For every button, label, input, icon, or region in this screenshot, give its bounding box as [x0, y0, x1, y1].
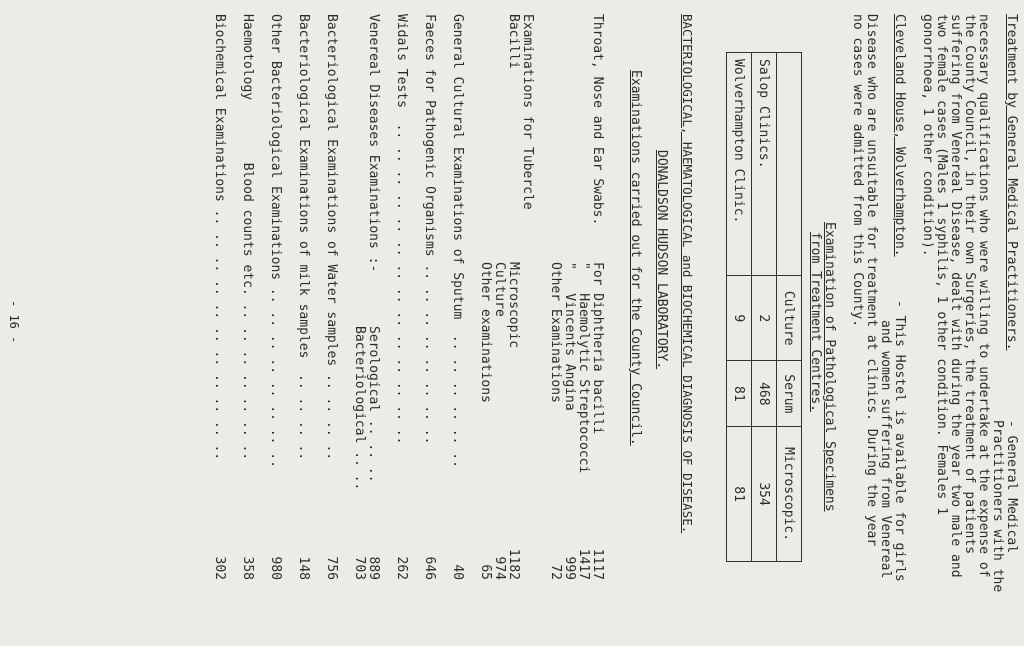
vd-item-label: Serological .. .. ..: [366, 326, 381, 483]
culture-count: 9: [727, 276, 752, 361]
tb-item-label: Culture: [492, 262, 507, 317]
intro-line: suffering from Venereal Disease, dealt with during the year two male and: [948, 14, 963, 578]
tubercle-label-2: Bacilli: [506, 14, 521, 69]
microscopic-count: 354: [752, 427, 777, 562]
exam-row-label: General Cultural Examinations of Sputum .. .. .. .. .. ..: [450, 14, 465, 468]
exam-row-value: 980: [268, 556, 283, 580]
exam-row-label: Bacteriological Examinations of Water samples .. .. .. ..: [324, 14, 339, 461]
tb-item-label: Other examinations: [478, 262, 493, 403]
exam-row-label: Other Bacteriological Examinations .. .. .. .. .. .. .. ..: [268, 14, 283, 468]
tb-item-value: 1182: [506, 548, 521, 580]
specimens-subtitle: from Treatment Centres.: [808, 232, 823, 413]
serum-count: 81: [727, 361, 752, 427]
lab-name: DONALDSON HUDSON LABORATORY.: [654, 150, 669, 370]
examinations-subheading: Examinations carried out for the County Council.: [628, 70, 643, 446]
throat-swabs-label: Throat, Nose and Ear Swabs.: [590, 14, 605, 226]
table-header-row: [777, 53, 802, 562]
exam-row-value: 262: [394, 556, 409, 580]
exam-row-value: 358: [240, 556, 255, 580]
table-row: [752, 53, 777, 562]
intro-line: necessary qualifications who were willing to undertake at the expense of: [976, 14, 991, 578]
intro-line: gonorrhoea, 1 other condition).: [920, 14, 935, 257]
exam-row-value: 646: [422, 556, 437, 580]
hostel-line: Disease who are unsuitable for treatment at clinics. During the year: [864, 14, 879, 547]
throat-item-label: " Haemolytic Streptococci: [576, 262, 591, 474]
exam-row-label: Faeces for Pathogenic Organisms .. .. .. .. .. .. .. ..: [422, 14, 437, 445]
clinic-name: Salop Clinics.: [752, 53, 777, 276]
vd-label: Venereal Diseases Examinations :-: [366, 14, 381, 273]
gp-treatment-heading: Treatment by General Medical Practitioners.: [1004, 14, 1019, 351]
throat-item-value: 999: [562, 556, 577, 580]
exam-row-label: Bacteriological Examinations of milk samples .. .. .. ..: [296, 14, 311, 461]
exam-row-label: Haemotology Blood counts etc. .. .. .. .. .. .. ..: [240, 14, 255, 461]
tb-item-value: 974: [492, 556, 507, 580]
tb-item-label: Microscopic: [506, 262, 521, 349]
hostel-line: no cases were admitted from this County.: [850, 14, 865, 328]
exam-row-value: 40: [450, 564, 465, 580]
hostel-line: and women suffering from Venereal: [878, 320, 893, 579]
serum-count: 468: [752, 361, 777, 427]
vd-item-value: 889: [366, 556, 381, 580]
vd-item-value: 703: [352, 556, 367, 580]
throat-item-value: 1417: [576, 548, 591, 580]
tb-item-value: 65: [478, 564, 493, 580]
exam-row-value: 302: [212, 556, 227, 580]
throat-item-value: 72: [548, 564, 563, 580]
clinic-name: Wolverhampton Clinic.: [727, 53, 752, 276]
intro-line: two female cases (Males 1 syphilis, 1 other condition. Females 1: [934, 14, 949, 515]
hostel-line: - This Hostel is available for girls: [892, 300, 907, 582]
culture-count: 2: [752, 276, 777, 361]
intro-line: - General Medical: [1004, 420, 1019, 554]
exam-row-label: Biochemical Examinations .. .. .. .. .. .. .. .. .. .. ..: [212, 14, 227, 461]
exam-row-label: Widals Tests .. .. .. .. .. .. .. .. .. .. .. .. .. ..: [394, 14, 409, 445]
throat-item-label: Other Examinations: [548, 262, 563, 403]
specimens-table: [726, 52, 802, 562]
tubercle-label: Examinations for Tubercle: [520, 14, 535, 210]
throat-item-value: 1117: [590, 548, 605, 580]
table-header-cell: Microscopic.: [777, 427, 802, 562]
table-header-cell: [777, 53, 802, 276]
table-header-cell: Culture: [777, 276, 802, 361]
page-number: - 16 -: [7, 300, 21, 344]
specimens-title: Examination of Pathological Specimens: [822, 222, 837, 512]
exam-row-value: 148: [296, 556, 311, 580]
intro-line: Practitioners with the: [990, 420, 1005, 593]
hostel-heading: Cleveland House, Wolverhampton.: [892, 14, 907, 257]
intro-line: the County Council, in their own Surgeries, the treatment of patients: [962, 14, 977, 555]
throat-item-label: For Diphtheria bacilli: [590, 262, 605, 435]
throat-item-label: " Vincents Angina: [562, 262, 577, 411]
microscopic-count: 81: [727, 427, 752, 562]
exam-row-value: 756: [324, 556, 339, 580]
bacteriological-heading: BACTERIOLOGICAL, HAEMATOLOGICAL and BIOCHEMICAL DIAGNOSIS OF DISEASE.: [680, 14, 695, 534]
vd-item-label: Bacteriological .. ..: [352, 326, 367, 491]
table-header-cell: Serum: [777, 361, 802, 427]
table-row: [727, 53, 752, 562]
